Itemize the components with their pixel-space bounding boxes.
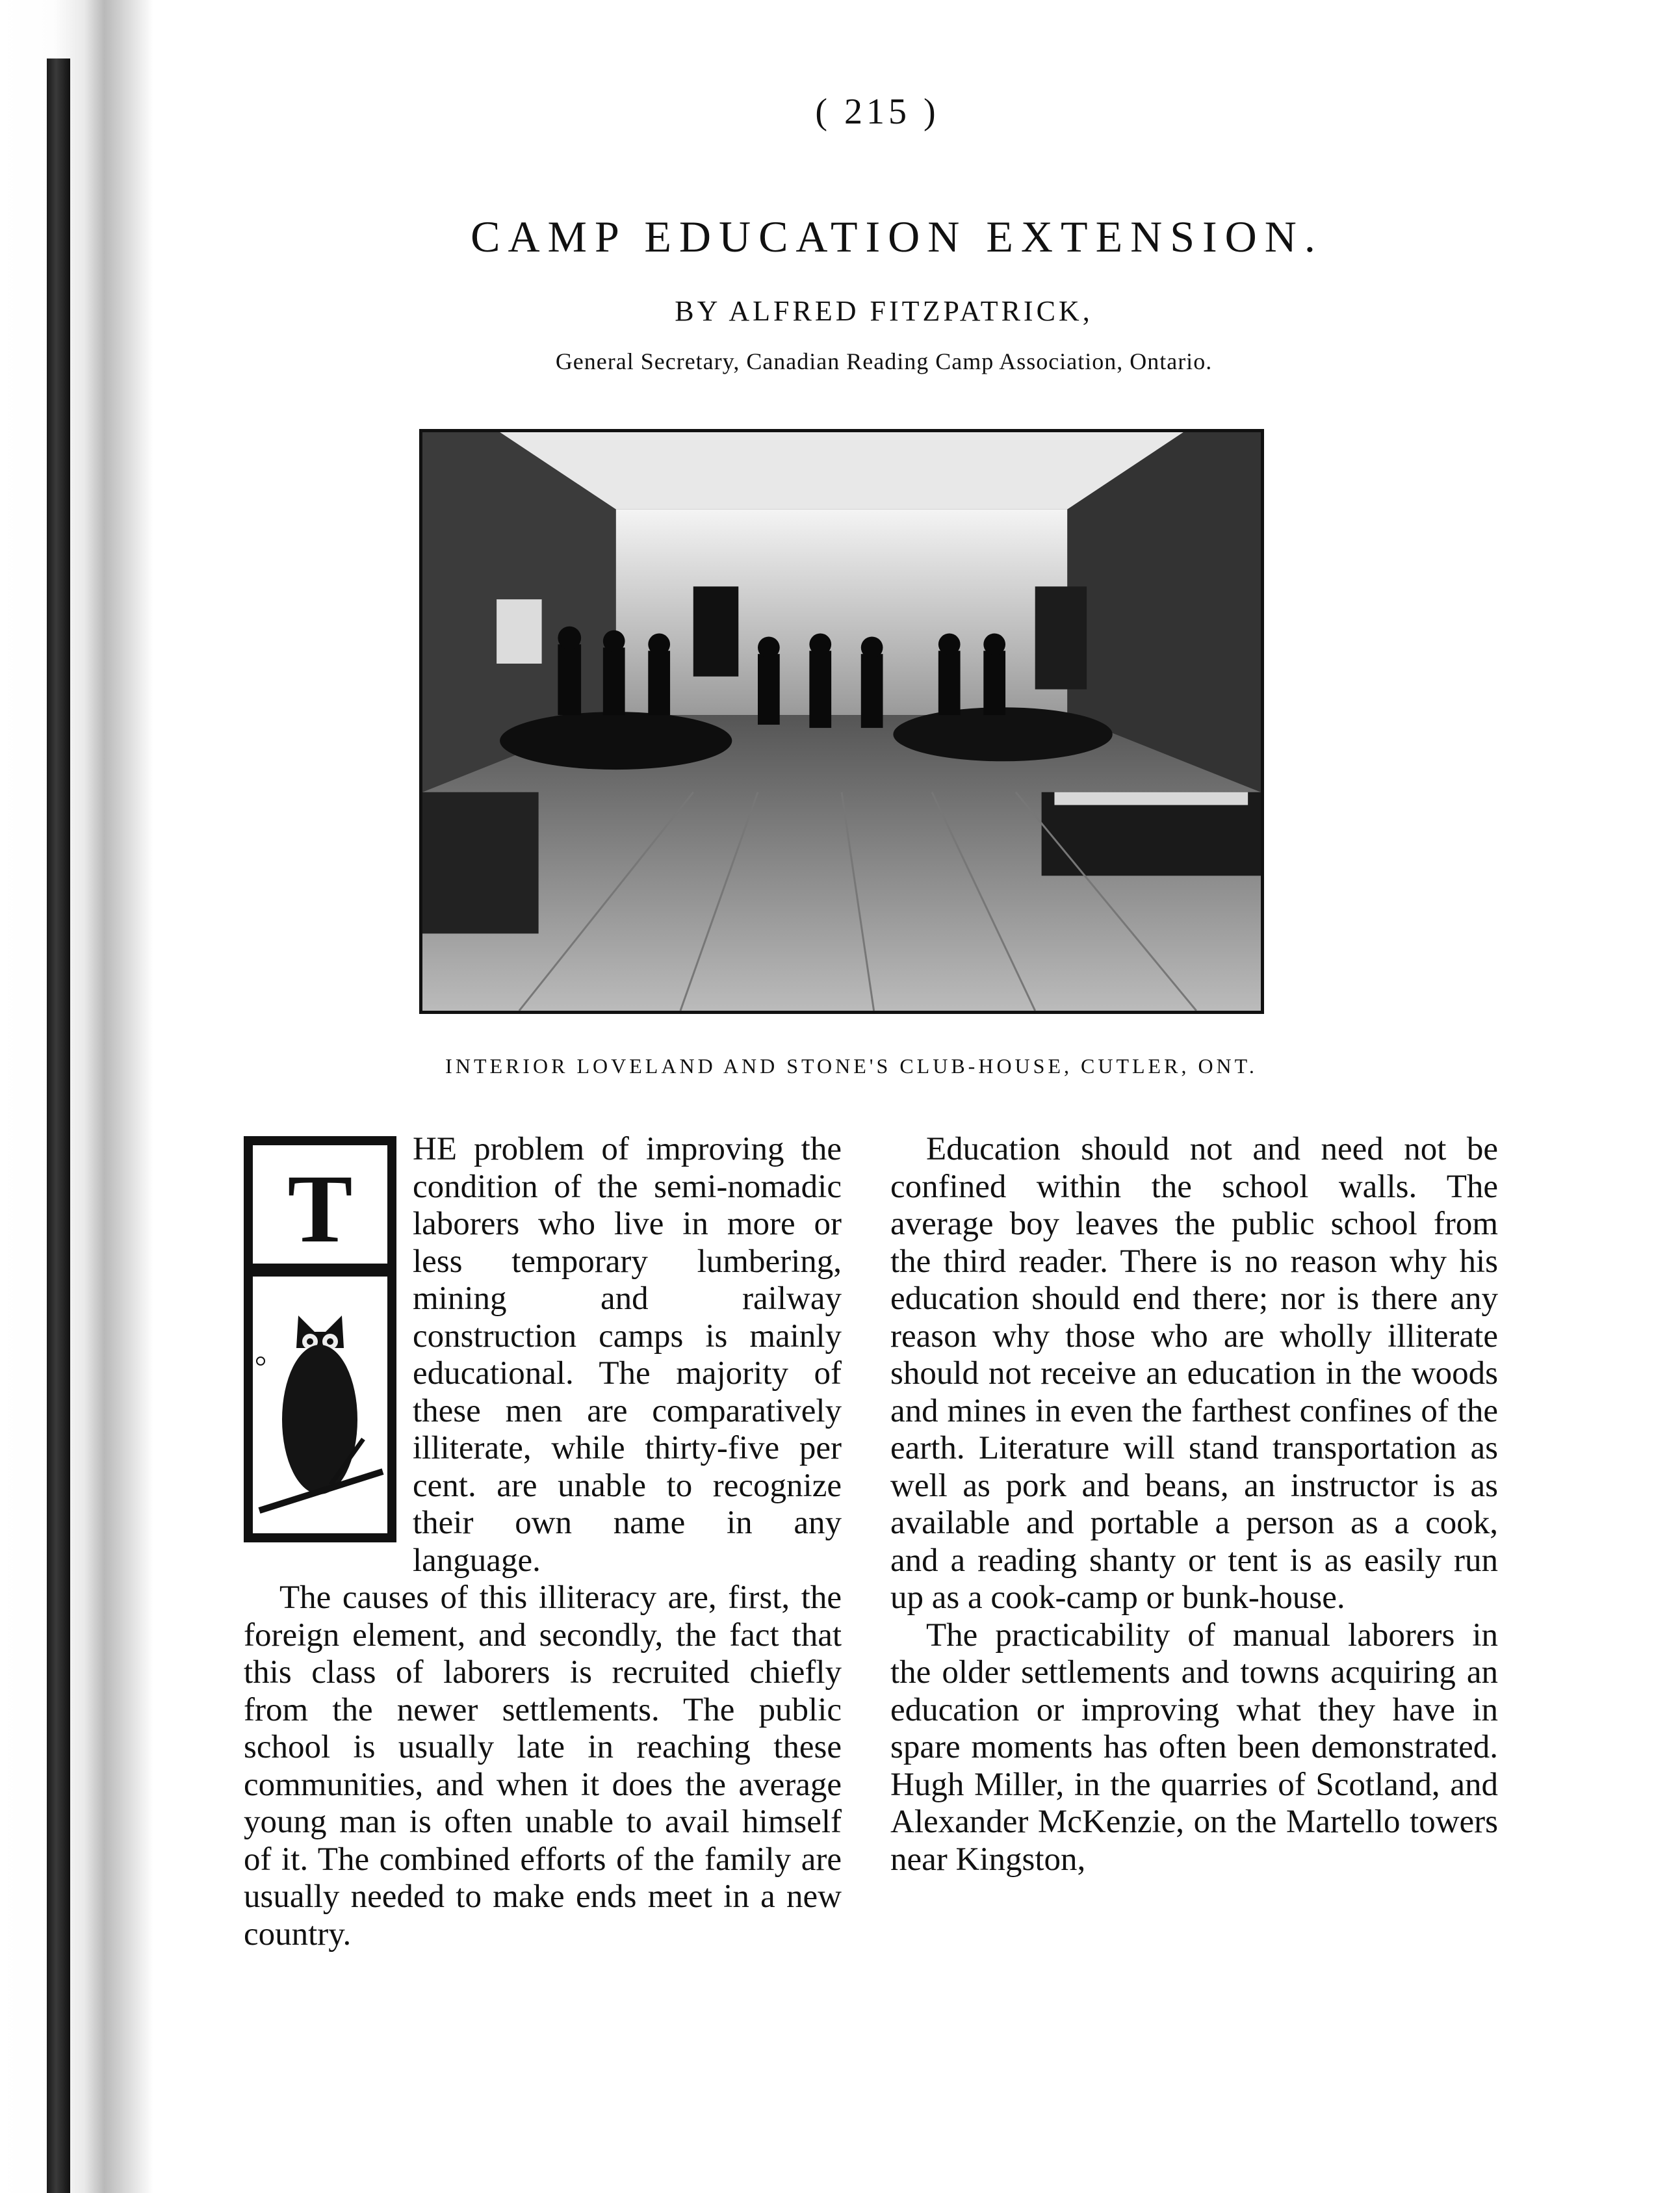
book-binding-shadow	[0, 0, 153, 2193]
left-paragraph-2: The causes of this illiteracy are, first, the foreign element, and secondly, the fact that this class of laborers is recruited chiefly from the newer settlements. The public school is usually late in reaching these communities, and when it does the average young man is often unable to avail himself of it. The combined efforts of the family are usually needed to make ends meet in a new country.	[244, 1579, 842, 1953]
owl-icon	[253, 1277, 387, 1533]
article-title: CAMP EDUCATION EXTENSION.	[471, 212, 1323, 261]
left-text-column	[244, 1131, 842, 1953]
left-paragraph-1: HE problem of improving the condition of the semi-nomadic laborers who live in more or less temporary lumbering, mining and railway construction camps is mainly educational. The majority of these men are comparatively illiterate, while thirty-five per cent. are unable to recognize their own name in any language.	[413, 1131, 842, 1579]
drop-cap-box	[244, 1136, 396, 1273]
right-paragraph-1: Education should not and need not be confined within the school walls. The average boy leaves the public school from the third reader. There is no reason why his education should end there; nor is there any reason why those who are wholly illiterate should not receive an education in the woods and mines in even the farthest confines of the earth. Literature will stand transportation as well as pork and beans, an instructor is as available and portable a person as a cook, and a reading shanty or tent is as easily run up as a cook-camp or bunk-house.	[890, 1131, 1498, 1616]
page-gutter-edge	[47, 58, 70, 2193]
right-paragraph-2: The practicability of manual laborers in the older settlements and towns acquiring an education or improving what they have in spare moments has often been demonstrated. Hugh Miller, in the quarries of Scotland, and Alexander McKenzie, on the Martello towers near Kingston,	[890, 1616, 1498, 1878]
page-number: ( 215 )	[815, 92, 940, 132]
drop-cap-letter: T	[287, 1155, 353, 1263]
author-byline: BY ALFRED FITZPATRICK,	[675, 295, 1093, 327]
owl-illustration-box	[244, 1273, 396, 1542]
photo-caption: INTERIOR LOVELAND AND STONE'S CLUB-HOUSE, CUTLER, ONT.	[445, 1054, 1258, 1078]
photo-illustration	[422, 432, 1261, 1011]
author-affiliation: General Secretary, Canadian Reading Camp Association, Ontario.	[555, 348, 1213, 374]
club-house-photograph	[419, 429, 1264, 1014]
right-text-column	[890, 1131, 1498, 1878]
drop-cap-ornament	[244, 1136, 396, 1542]
